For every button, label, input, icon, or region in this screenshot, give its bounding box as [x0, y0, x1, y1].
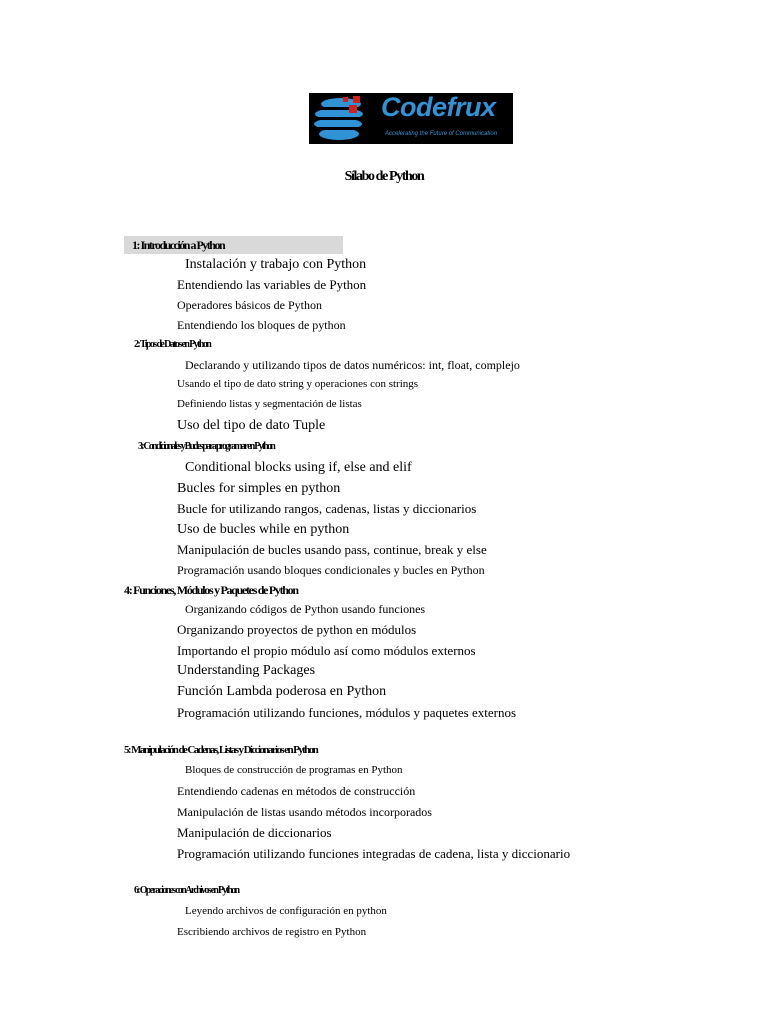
syllabus-item: Operadores básicos de Python [177, 298, 322, 312]
section-heading-1 [124, 236, 343, 254]
syllabus-item: Manipulación de listas usando métodos incorporados [177, 805, 432, 819]
syllabus-item: Uso de bucles while en python [177, 522, 350, 537]
syllabus-item: Programación utilizando funciones, módulos y paquetes externos [177, 705, 517, 720]
syllabus-item: Usando el tipo de dato string y operaciones con strings [177, 378, 419, 390]
section-heading-4: 4: Funciones, Módulos y Paquetes de Python [124, 583, 298, 597]
logo-tagline: Accelerating the Future of Communication [385, 131, 498, 137]
syllabus-item: Entendiendo los bloques de python [177, 318, 346, 332]
syllabus-item: Programación utilizando funciones integradas de cadena, lista y diccionario [177, 846, 571, 861]
document-title: Sílabo de Python [344, 169, 424, 184]
syllabus-item: Organizando códigos de Python usando funciones [185, 602, 426, 616]
syllabus-item: Manipulación de bucles usando pass, continue, break y else [177, 542, 487, 557]
syllabus-item: Importando el propio módulo así como módulos externos [177, 643, 476, 658]
syllabus-item: Uso del tipo de dato Tuple [177, 418, 326, 433]
section-heading-6: 6: Operaciones con Archivos en Python [134, 885, 239, 896]
section-heading-5: 5: Manipulación de Cadenas, Listas y Diccionarios en Python [124, 744, 318, 756]
company-logo [309, 93, 513, 144]
syllabus-item: Conditional blocks using if, else and elif [185, 460, 412, 475]
syllabus-item: Manipulación de diccionarios [177, 825, 332, 840]
section-heading-3: 3: Condicionales y Bucles para programar en Python [138, 441, 275, 452]
syllabus-item: Leyendo archivos de configuración en python [185, 905, 387, 917]
logo-wordmark: Codefrux [381, 93, 496, 122]
syllabus-item: Bucle for utilizando rangos, cadenas, listas y diccionarios [177, 501, 477, 516]
syllabus-item: Bucles for simples en python [177, 481, 341, 496]
section-heading-2: 2: Tipos de Datos en Python [134, 339, 211, 350]
syllabus-item: Programación usando bloques condicionales y bucles en Python [177, 563, 485, 577]
syllabus-item: Bloques de construcción de programas en Python [185, 764, 403, 776]
syllabus-item: Declarando y utilizando tipos de datos numéricos: int, float, complejo [185, 358, 520, 372]
syllabus-item: Organizando proyectos de python en módulos [177, 622, 417, 637]
syllabus-item: Definiendo listas y segmentación de listas [177, 398, 362, 410]
section-heading-label: 1: Introducción a Python [132, 238, 225, 252]
syllabus-item: Escribiendo archivos de registro en Python [177, 926, 367, 938]
syllabus-item: Función Lambda poderosa en Python [177, 684, 387, 699]
syllabus-item: Entendiendo las variables de Python [177, 277, 367, 292]
syllabus-item: Entendiendo cadenas en métodos de construcción [177, 784, 416, 798]
syllabus-item: Understanding Packages [177, 663, 316, 678]
syllabus-item: Instalación y trabajo con Python [185, 257, 367, 272]
